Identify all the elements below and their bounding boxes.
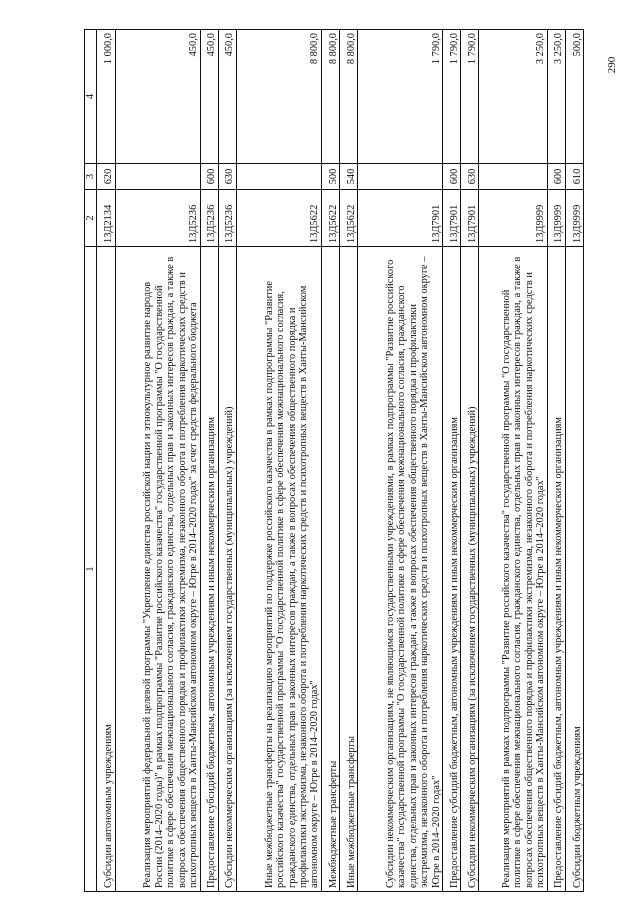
row-target-code: 13Д5622 bbox=[339, 190, 357, 247]
row-target-code: 13Д7901 bbox=[443, 190, 461, 247]
table-row bbox=[461, 30, 479, 892]
row-amount: 1 000,0 bbox=[97, 30, 115, 164]
table-row bbox=[200, 30, 218, 892]
row-amount: 500,0 bbox=[565, 30, 583, 164]
row-target-code: 13Д5236 bbox=[115, 190, 200, 247]
header-col-description: 1 bbox=[85, 247, 97, 892]
row-amount: 1 790,0 bbox=[443, 30, 461, 164]
row-expense-type: 600 bbox=[443, 164, 461, 190]
row-description: Субсидии некоммерческим организациям (за исключением государственных (муниципальных) учреждений) bbox=[461, 247, 479, 892]
table-row bbox=[218, 30, 236, 892]
row-expense-type: 600 bbox=[200, 164, 218, 190]
row-amount: 3 250,0 bbox=[547, 30, 565, 164]
row-target-code: 13Д5236 bbox=[218, 190, 236, 247]
row-expense-type: 620 bbox=[97, 164, 115, 190]
table-row bbox=[97, 30, 115, 892]
table-header-row bbox=[85, 30, 97, 892]
row-description: Реализация мероприятий в рамках подпрограммы "Развитие российского казачества" государственной программы "О государственной политике в сфере обеспечения межнационального согласия, гражданского единства, отдельных прав и законных интересов граждан, а также в вопросах обеспечения общественного порядка и профилактики экстремизма, незаконного оборота и потребления наркотических средств и психотропных веществ в Ханты-Мансийском автономном округе – Югре в 2014–2020 годах" bbox=[479, 247, 547, 892]
table-row bbox=[321, 30, 339, 892]
row-expense-type bbox=[236, 164, 321, 190]
row-description: Субсидии автономным учреждениям bbox=[97, 247, 115, 892]
row-expense-type: 610 bbox=[565, 164, 583, 190]
header-col-code: 2 bbox=[85, 190, 97, 247]
row-amount: 1 790,0 bbox=[461, 30, 479, 164]
row-amount: 8 800,0 bbox=[321, 30, 339, 164]
row-expense-type bbox=[115, 164, 200, 190]
row-expense-type: 630 bbox=[461, 164, 479, 190]
budget-table bbox=[84, 29, 584, 892]
row-description: Предоставление субсидий бюджетным, автономным учреждениям и иным некоммерческим организациям bbox=[547, 247, 565, 892]
row-expense-type: 630 bbox=[218, 164, 236, 190]
row-amount: 450,0 bbox=[115, 30, 200, 164]
row-description: Реализация мероприятий федеральной целевой программы "Укрепление единства российской нации и этнокультурное развитие народов России (2014–2020 годы)" в рамках подпрограммы "Развитие российского казачества" государственной программы "О государственной политике в сфере обеспечения межнационального согласия, гражданского единства, отдельных прав и законных интересов граждан, а также в вопросах обеспечения общественного порядка и профилактики экстремизма, незаконного оборота и потребления наркотических средств и психотропных веществ в Ханты-Мансийском автономном округе – Югре в 2014–2020 годах" за счет средств федерального бюджета bbox=[115, 247, 200, 892]
table-row bbox=[339, 30, 357, 892]
rotated-table-container bbox=[84, 30, 584, 892]
row-target-code: 13Д5622 bbox=[236, 190, 321, 247]
table-row bbox=[547, 30, 565, 892]
row-target-code: 13Д7901 bbox=[358, 190, 443, 247]
row-amount: 3 250,0 bbox=[479, 30, 547, 164]
row-target-code: 13Д5236 bbox=[200, 190, 218, 247]
row-description: Иные межбюджетные трансферты bbox=[339, 247, 357, 892]
row-target-code: 13Д7901 bbox=[461, 190, 479, 247]
table-row bbox=[479, 30, 547, 892]
row-amount: 450,0 bbox=[200, 30, 218, 164]
page-number: 290 bbox=[606, 56, 618, 74]
row-target-code: 13Д9999 bbox=[547, 190, 565, 247]
row-target-code: 13Д9999 bbox=[565, 190, 583, 247]
row-expense-type: 500 bbox=[321, 164, 339, 190]
table-row bbox=[565, 30, 583, 892]
row-description: Предоставление субсидий бюджетным, автономным учреждениям и иным некоммерческим организациям bbox=[200, 247, 218, 892]
table-row bbox=[115, 30, 200, 892]
row-expense-type bbox=[358, 164, 443, 190]
row-target-code: 13Д9999 bbox=[479, 190, 547, 247]
row-description: Межбюджетные трансферты bbox=[321, 247, 339, 892]
table-row bbox=[236, 30, 321, 892]
header-col-amount: 4 bbox=[85, 30, 97, 164]
row-expense-type: 540 bbox=[339, 164, 357, 190]
table-row bbox=[443, 30, 461, 892]
row-expense-type: 600 bbox=[547, 164, 565, 190]
row-amount: 1 790,0 bbox=[358, 30, 443, 164]
table-row bbox=[358, 30, 443, 892]
row-description: Иные межбюджетные трансферты на реализацию мероприятий по поддержке российского казачества в рамках подпрограммы "Развитие российского казачества" государственной программы "О государственной политике в сфере обеспечения межнационального согласия, гражданского единства, отдельных прав и законных интересов граждан, а также в вопросах обеспечения общественного порядка и профилактики экстремизма, незаконного оборота и потребления наркотических средств и психотропных веществ в Ханты-Мансийском автономном округе – Югре в 2014–2020 годах" bbox=[236, 247, 321, 892]
row-expense-type bbox=[479, 164, 547, 190]
row-amount: 8 800,0 bbox=[339, 30, 357, 164]
row-description: Субсидии некоммерческим организациям, не являющимся государственными учреждениями, в рамках подпрограммы "Развитие российского казачества" государственной программы "О государственной политике в сфере обеспечения межнационального согласия, гражданского единства, отдельных прав и законных интересов граждан, а также в вопросах обеспечения общественного порядка и профилактики экстремизма, незаконного оборота и потребления наркотических средств и психотропных веществ в Ханты-Мансийском автономном округе – Югре в 2014–2020 годах" bbox=[358, 247, 443, 892]
row-target-code: 13Д2134 bbox=[97, 190, 115, 247]
row-amount: 8 800,0 bbox=[236, 30, 321, 164]
row-target-code: 13Д5622 bbox=[321, 190, 339, 247]
row-description: Субсидии некоммерческим организациям (за исключением государственных (муниципальных) учреждений) bbox=[218, 247, 236, 892]
row-amount: 450,0 bbox=[218, 30, 236, 164]
header-col-expense-type: 3 bbox=[85, 164, 97, 190]
row-description: Субсидии бюджетным учреждениям bbox=[565, 247, 583, 892]
row-description: Предоставление субсидий бюджетным, автономным учреждениям и иным некоммерческим организациям bbox=[443, 247, 461, 892]
